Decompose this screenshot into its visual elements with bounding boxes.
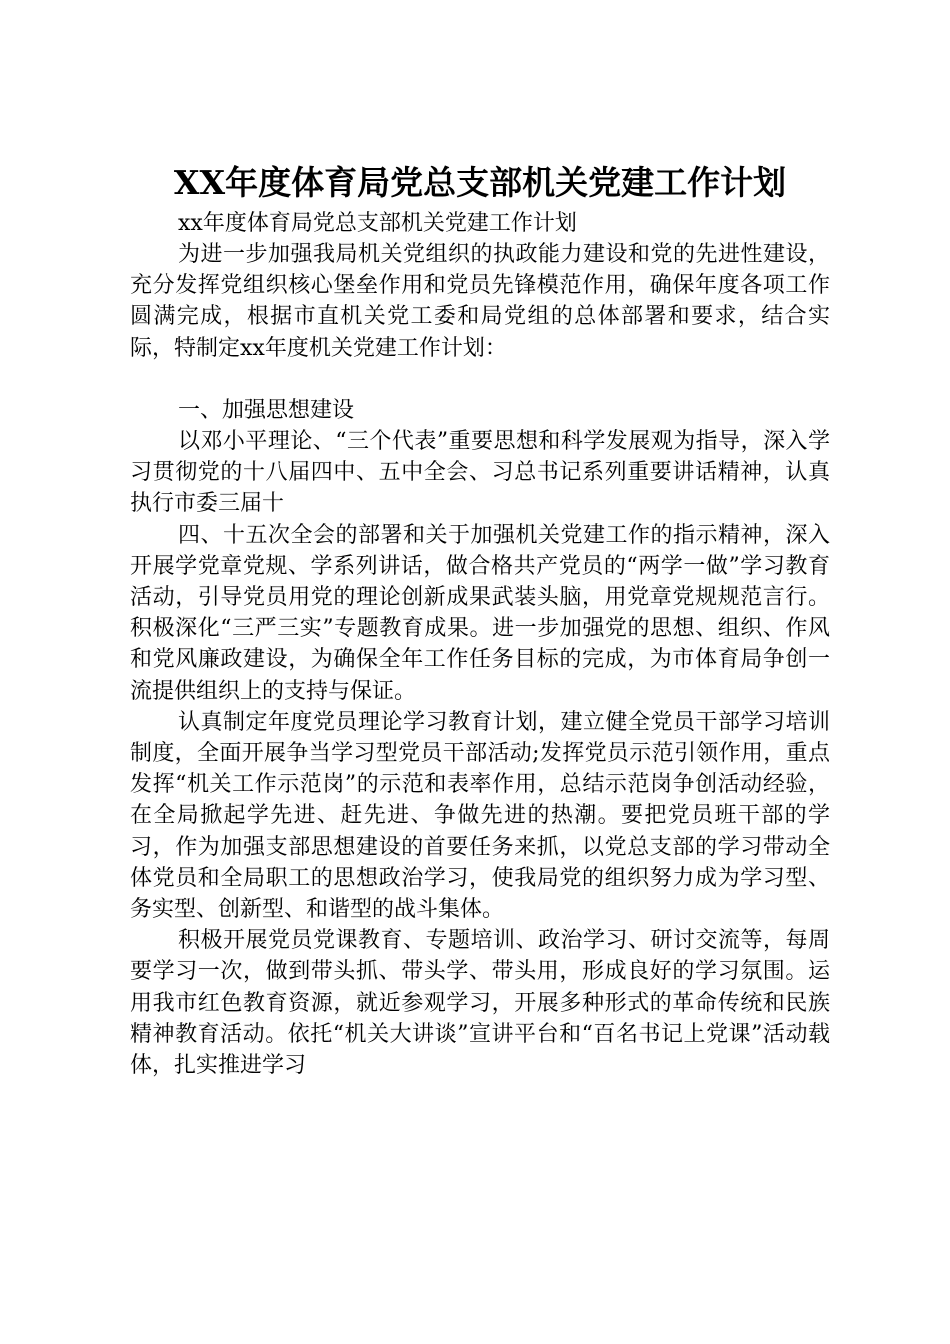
- body-paragraph-2: 四、十五次全会的部署和关于加强机关党建工作的指示精神，深入开展学党章党规、学系列讲话，做合格共产党员的“两学一做”学习教育活动，引导党员用党的理论创新成果武装头脑，用党章党规规范言行。积极深化“三严三实”专题教育成果。进一步加强党的思想、组织、作风和党风廉政建设，为确保全年工作任务目标的完成，为市体育局争创一流提供组织上的支持与保证。: [130, 522, 830, 704]
- document-subtitle: xx年度体育局党总支部机关党建工作计划: [178, 211, 577, 236]
- document-page: [130, 160, 830, 1081]
- paragraph-spacer: [130, 364, 830, 395]
- body-paragraph-4: 积极开展党员党课教育、专题培训、政治学习、研讨交流等，每周要学习一次，做到带头抓、带头学、带头用，形成良好的学习氛围。运用我市红色教育资源，就近参观学习，开展多种形式的革命传统和民族精神教育活动。依托“机关大讲谈”宣讲平台和“百名书记上党课”活动载体，扎实推进学习: [130, 928, 830, 1079]
- body-paragraph-1: 以邓小平理论、“三个代表”重要思想和科学发展观为指导，深入学习贯彻党的十八届四中、五中全会、习总书记系列重要讲话精神，认真执行市委三届十: [130, 429, 830, 517]
- document-title: XX年度体育局党总支部机关党建工作计划: [173, 163, 787, 202]
- intro-paragraph: 为进一步加强我局机关党组织的执政能力建设和党的先进性建设，充分发挥党组织核心堡垒作用和党员先锋模范作用，确保年度各项工作圆满完成，根据市直机关党工委和局党组的总体部署和要求，结合实际，特制定xx年度机关党建工作计划：: [130, 242, 830, 361]
- body-paragraph-3: 认真制定年度党员理论学习教育计划，建立健全党员干部学习培训制度，全面开展争当学习型党员干部活动;发挥党员示范引领作用，重点发挥“机关工作示范岗”的示范和表率作用，总结示范岗争创活动经验，在全局掀起学先进、赶先进、争做先进的热潮。要把党员班干部的学习，作为加强支部思想建设的首要任务来抓，以党总支部的学习带动全体党员和全局职工的思想政治学习，使我局党的组织努力成为学习型、务实型、创新型、和谐型的战斗集体。: [130, 709, 830, 923]
- section-heading: 一、加强思想建设: [178, 397, 355, 423]
